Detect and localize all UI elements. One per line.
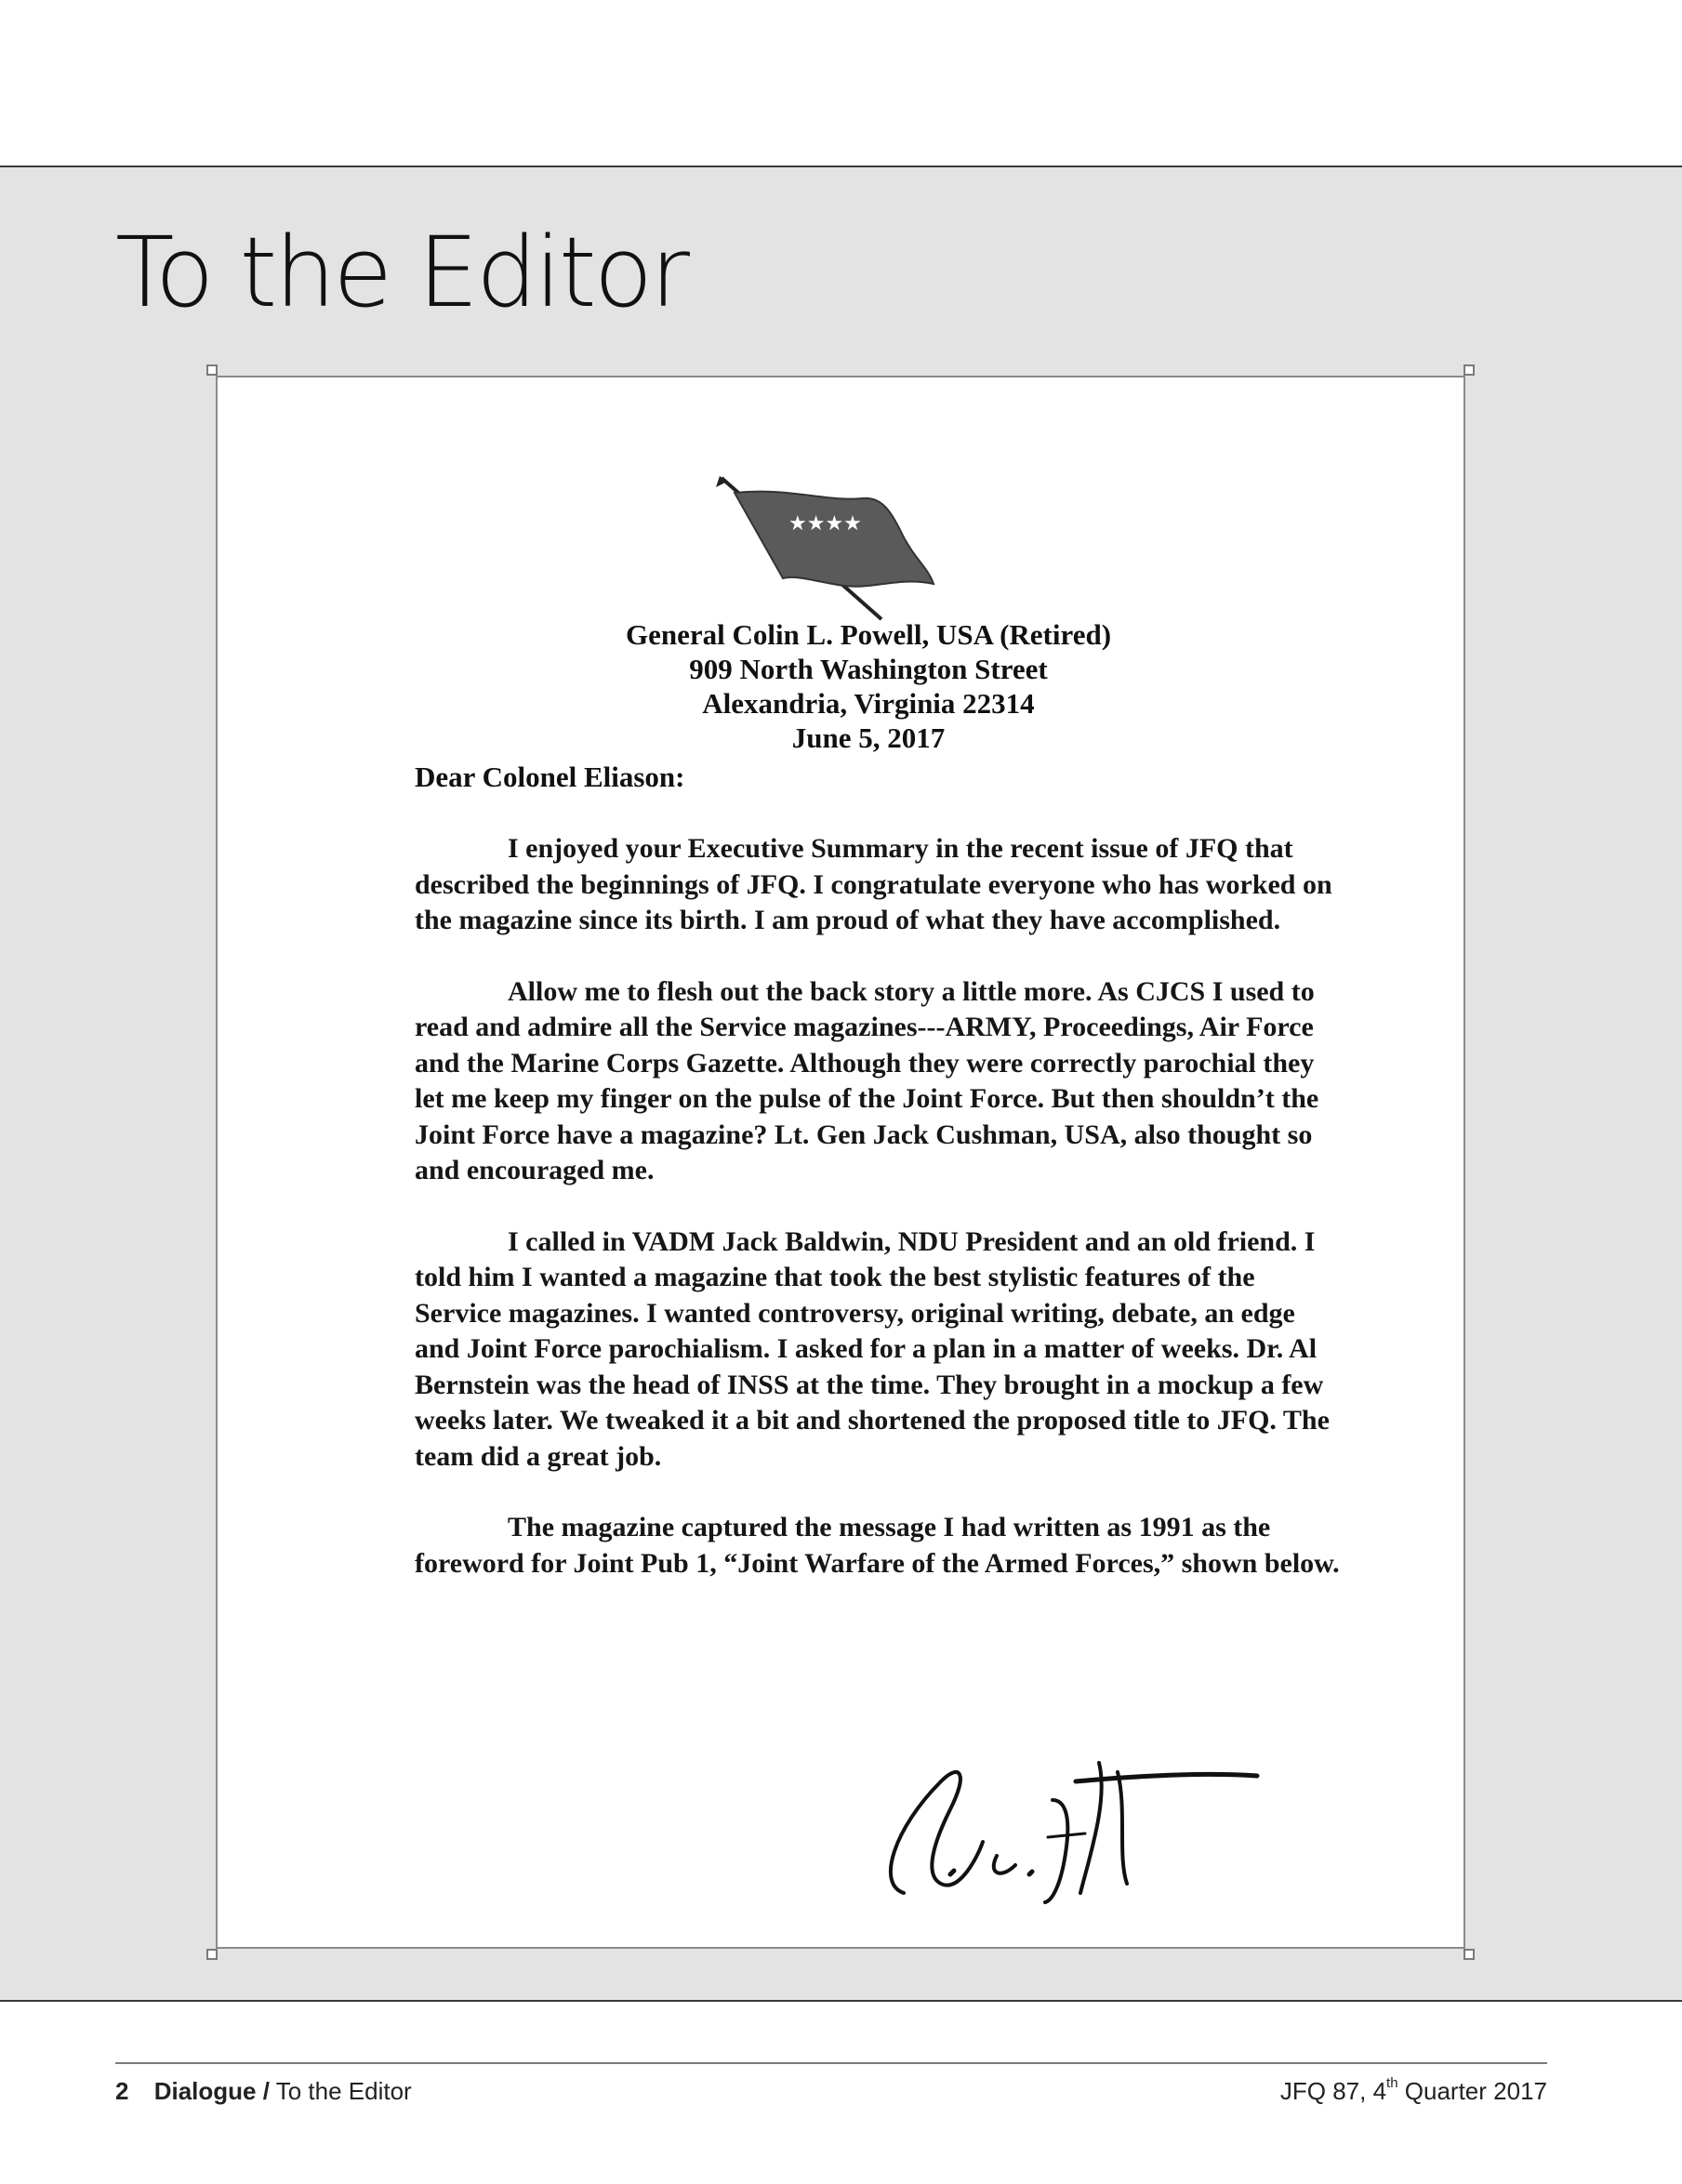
page-title: To the Editor — [115, 216, 688, 329]
letterhead-street: 909 North Washington Street — [689, 653, 1048, 685]
salutation: Dear Colonel Eliason: — [415, 761, 685, 793]
paragraph: I enjoyed your Executive Summary in the recent issue of JFQ that described the beginnings of JFQ. I congratulate everyone who has worked on the magazine since its birth. I am proud of what they have accomplished. — [415, 833, 1332, 935]
letterhead-date: June 5, 2017 — [791, 721, 946, 754]
page-footer — [115, 2062, 1547, 2105]
corner-mark — [1456, 1941, 1475, 1960]
page-number: 2 — [115, 2077, 129, 2105]
issue-info: JFQ 87, 4th Quarter 2017 — [1279, 2075, 1547, 2105]
letterhead-name: General Colin L. Powell, USA (Retired) — [625, 618, 1112, 651]
paragraph: The magazine captured the message I had written as 1991 as the foreword for Joint Pub 1, “Joint Warfare of the Armed Forces,” shown below. — [415, 1512, 1340, 1579]
flag-stars: ★★★★ — [788, 512, 862, 536]
subsection-label: To the Editor — [275, 2077, 412, 2105]
letter-body — [415, 831, 1344, 1617]
corner-mark — [206, 364, 225, 383]
letter-paper — [216, 376, 1465, 1949]
four-star-flag-icon — [714, 474, 974, 623]
letterhead-city: Alexandria, Virginia 22314 — [702, 687, 1035, 720]
corner-mark — [206, 1941, 225, 1960]
handwritten-signature — [839, 1744, 1285, 1912]
section-label: Dialogue / — [153, 2077, 270, 2105]
paragraph: Allow me to flesh out the back story a little more. As CJCS I used to read and admire all the Service magazines---ARMY, Proceedings, Air Force and the Marine Corps Gazette. Although they were correctly parochial they let me keep my finger on the pulse of the Joint Force. But then shouldn’t the Joint Force have a magazine? Lt. Gen Jack Cushman, USA, also thought so and encouraged me. — [415, 975, 1319, 1185]
footer-left — [115, 2077, 412, 2106]
letter-frame — [206, 364, 1475, 1960]
paragraph: I called in VADM Jack Baldwin, NDU President and an old friend. I told him I wanted a magazine that took the best stylistic features of the Service magazines. I wanted controversy, original writing, debate, an edge and Joint Force parochialism. I asked for a plan in a matter of weeks. Dr. Al Bernstein was the head of INSS at the time. They brought in a mockup a few weeks later. We tweaked it a bit and shortened the proposed title to JFQ. The team did a great job. — [415, 1225, 1330, 1472]
corner-mark — [1456, 364, 1475, 383]
letterhead — [497, 617, 1240, 755]
